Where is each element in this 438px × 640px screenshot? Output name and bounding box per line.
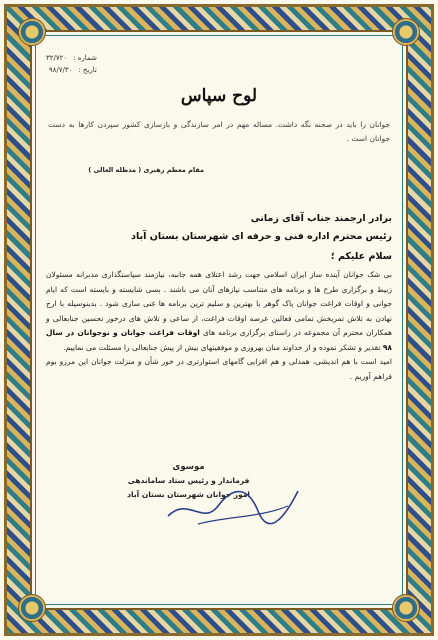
page-title: لوح سپاس [180, 86, 258, 106]
body-paragraph-1 [46, 268, 392, 355]
date-row [46, 64, 97, 76]
signer-name: موسوی [172, 462, 205, 472]
greeting: سلام علیکم ؛ [330, 251, 392, 262]
body-paragraph-2: امید است با هم اندیشی، همدلی و هم افزایی گامهای استوارتری در خور شأن و منزلت جوانان این مرزو بوم فراهم آوریم . [46, 357, 392, 381]
handwritten-signature-icon [158, 476, 308, 536]
body-p1-highlight: اوقات فراغت جوانان و نوجوانان در سال ۹۸ [46, 328, 392, 352]
number-value: ۳۲/۷۲۰ [46, 54, 68, 62]
letter-meta [46, 52, 97, 76]
signer-title-1: فرماندار و رئیس ستاد ساماندهی [127, 476, 250, 485]
letter-body [46, 268, 392, 384]
date-value: ۹۸/۷/۳۰ [48, 66, 73, 74]
number-row [46, 52, 97, 64]
number-label: شماره : [73, 54, 97, 62]
signer-title-2: امور جوانان شهرستان بستان آباد [127, 490, 250, 499]
recipient-block [52, 210, 392, 246]
leader-quote: جوانان را باید در صحنه نگه داشت. مساله مهم در امر سازندگی و بازسازی کشور سپردن کارها به دست جوانان است . [48, 120, 390, 143]
certificate-content [38, 38, 400, 602]
date-label: تاریخ : [78, 66, 97, 74]
body-p1-text: بی شک جوانان آینده ساز ایران اسلامی جهت رشد اعتلای همه جانبه، نیازمند سیاستگذاری مدبرانه مسئولان زبیط و برگزاری طرح ها و برنامه های متناسب نیازهای آنان می باشند . بسی شایسته و بایسته است که ایام جوانی و اوقات فراغت جوانان پاک گوهر با بهترین و سلیم ترین برنامه ها غنی سازی شود . بدینوسیله با ارج نهادن به تلاش تمریخش تمامی فعالین عرصه اوقات فراغت، از ساعی و تلاش های درخور تحسین جنابعالی و همکاران محترم آن مجموعه در راستای برگزاری برنامه های [46, 270, 392, 337]
quote-author: مقام معظم رهبری ( مدظله العالی ) [88, 166, 204, 174]
body-p1-end: تقدیر و تشکر نموده و از خداوند منان بهروزی و موفقیتهای بیش از پیش جنابعالی را مسئلت می نماییم. [63, 342, 381, 352]
recipient-name: برادر ارجمند جناب آقای زمانی [250, 213, 392, 224]
recipient-position: رئیس محترم اداره فنی و حرفه ای شهرستان بستان آباد [131, 231, 392, 242]
